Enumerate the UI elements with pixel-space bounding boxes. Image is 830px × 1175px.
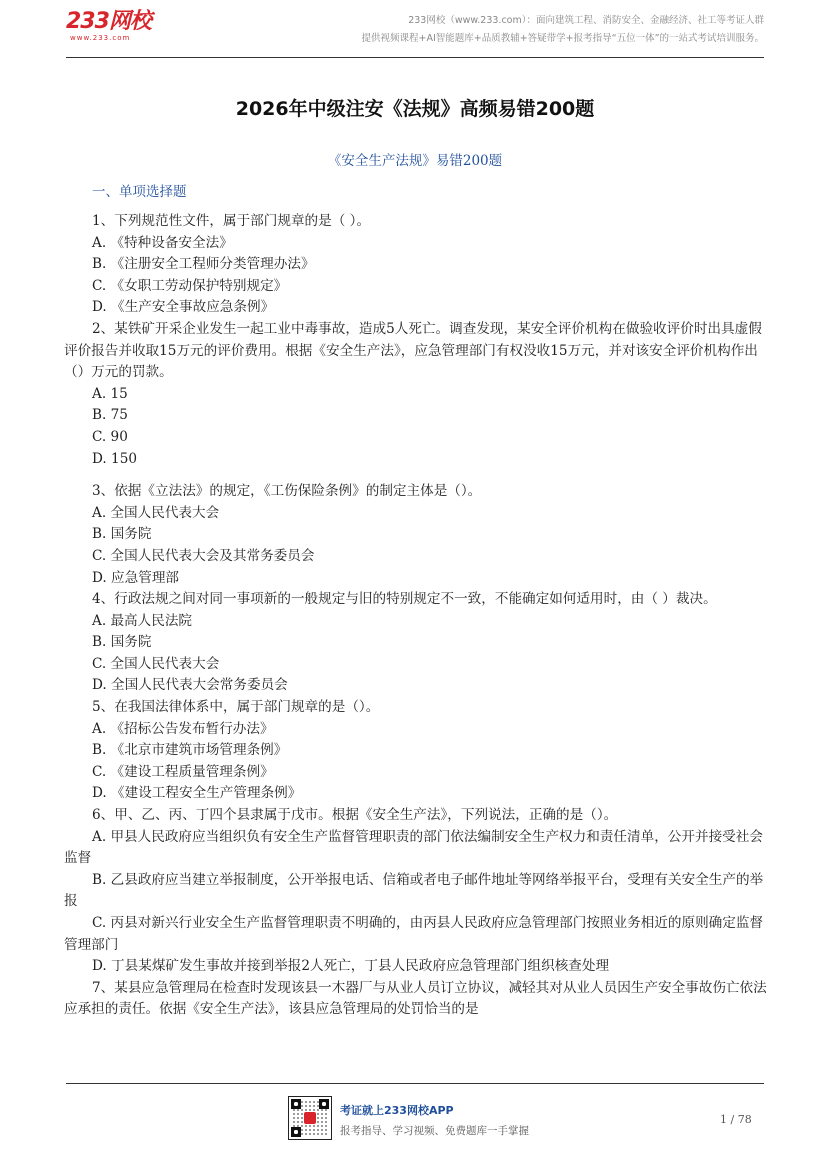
qr-finder [319,1099,329,1109]
question-1 [92,211,768,319]
tagline-line-1: 233网校（www.233.com）：面向建筑工程、消防安全、金融经济、社工等考证人群 [408,15,764,26]
option-c: C. 丙县对新兴行业安全生产监督管理职责不明确的，由丙县人民政府应急管理部门按照业务相近的原则确定监督管理部门 [64,915,764,953]
option-a: A. 全国人民代表大会 [92,504,220,521]
option-d: D. 全国人民代表大会常务委员会 [92,677,288,694]
question-text: 6、甲、乙、丙、丁四个县隶属于戊市。根据《安全生产法》，下列说法，正确的是（）。 [92,807,618,824]
option-d: D. 应急管理部 [92,569,180,586]
option-b: B. 75 [92,407,128,424]
question-3 [92,481,768,589]
document-title: 2026年中级注安《法规》高频易错200题 [235,98,595,120]
question-text: 4、行政法规之间对同一事项新的一般规定与旧的特别规定不一致，不能确定如何适用时，由（ ）裁决。 [92,591,717,608]
option-c: C. 全国人民代表大会 [92,655,220,672]
question-4 [92,589,768,697]
option-a: A. 《特种设备安全法》 [92,234,233,251]
question-text: 5、在我国法律体系中，属于部门规章的是（）。 [92,699,380,716]
qr-finder [291,1099,301,1109]
option-d: D. 150 [92,450,138,467]
option-d: D. 《建设工程安全生产管理条例》 [92,785,302,802]
option-a: A. 最高人民法院 [92,612,193,629]
option-b: B. 乙县政府应当建立举报制度，公开举报电话、信箱或者电子邮件地址等网络举报平台，受理有关安全生产的举报 [64,871,764,910]
question-text: 3、依据《立法法》的规定，《工伤保险条例》的制定主体是（）。 [92,483,482,500]
qr-finder [291,1127,301,1137]
question-text: 1、下列规范性文件，属于部门规章的是（ ）。 [92,213,371,229]
logo-text: 233网校 [66,9,151,34]
tagline-line-2: 提供视频课程+AI智能题库+品质教辅+答疑带学+报考指导“五位一体”的一站式考试培训服务。 [361,33,764,44]
brand-logo[interactable] [66,10,151,42]
option-c: C. 《女职工劳动保护特别规定》 [92,277,288,294]
option-c: C. 90 [92,428,128,445]
page-header [66,10,766,58]
option-b: B. 《注册安全工程师分类管理办法》 [92,256,315,273]
option-a: A. 15 [92,385,128,402]
qr-logo [304,1112,316,1124]
question-2 [64,319,768,470]
logo-url: www.233.com [70,34,131,42]
page-number: 1 / 78 [720,1113,752,1126]
header-tagline [362,12,765,48]
question-text: 2、某铁矿开采企业发生一起工业中毒事故，造成5人死亡。调查发现，某安全评价机构在做验收评价时出具虚假评价报告并收取15万元的评价费用。根据《安全生产法》，应急管理部门有权没收15万元，并对该安全评价机构作出（）万元的罚款。 [64,320,762,381]
spacer [92,470,768,481]
option-b: B. 国务院 [92,634,152,651]
header-divider [66,57,764,58]
question-text: 7、某县应急管理局在检查时发现该县一木器厂与从业人员订立协议，减轻其对从业人员因生产安全事故伤亡依法应承担的责任。依据《安全生产法》，该县应急管理局的处罚恰当的是 [64,979,767,1018]
option-b: B. 《北京市建筑市场管理条例》 [92,742,288,759]
option-a: A. 甲县人民政府应当组织负有安全生产监督管理职责的部门依法编制安全生产权力和责任清单，公开并接受社会监督 [64,828,763,867]
option-c: C. 全国人民代表大会及其常务委员会 [92,547,315,564]
question-5 [92,697,768,805]
question-7 [64,978,768,1021]
footer-app-title[interactable]: 考证就上233网校APP [340,1104,454,1117]
document-subtitle: 《安全生产法规》易错200题 [327,153,503,169]
option-d: D. 《生产安全事故应急条例》 [92,299,275,316]
question-6 [64,805,768,978]
option-a: A. 《招标公告发布暂行办法》 [92,720,274,737]
question-list [64,211,768,1021]
footer-app-description: 报考指导、学习视频、免费题库一手掌握 [340,1125,529,1137]
footer-divider [66,1083,764,1084]
qr-code-icon[interactable] [288,1096,332,1140]
option-c: C. 《建设工程质量管理条例》 [92,763,274,780]
option-d: D. 丁县某煤矿发生事故并接到举报2人死亡，丁县人民政府应急管理部门组织核查处理 [92,958,610,975]
option-b: B. 国务院 [92,526,152,543]
section-heading: 一、单项选择题 [92,184,187,200]
